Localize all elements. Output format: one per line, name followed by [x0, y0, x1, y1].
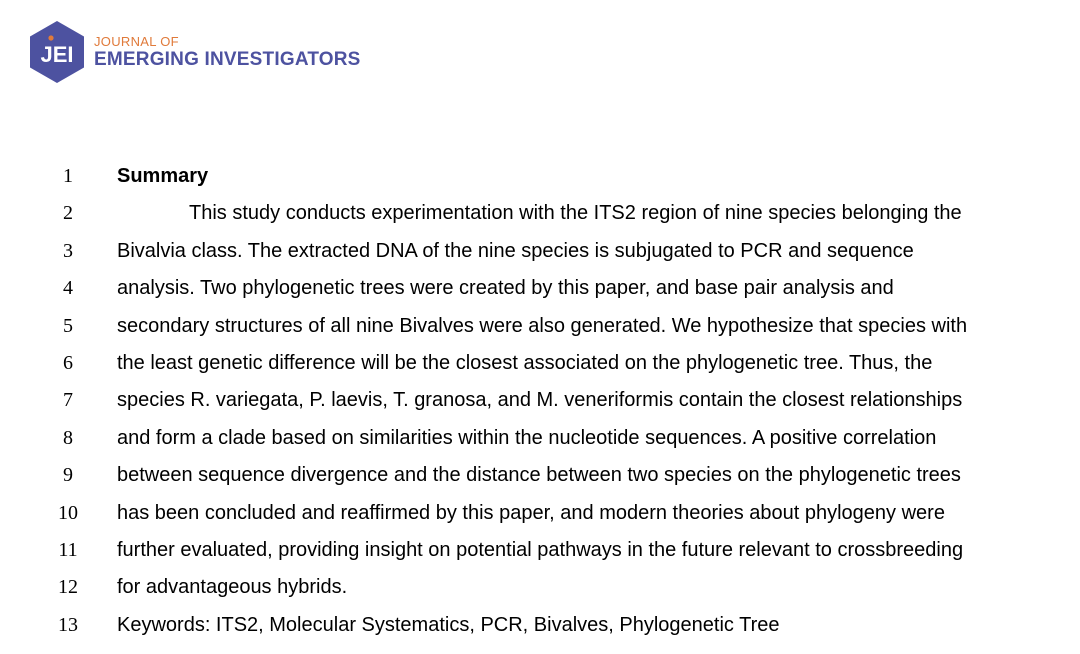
document-line: [0, 308, 1080, 345]
line-number: 11: [58, 538, 78, 561]
document-line: [0, 345, 1080, 382]
document-line: [0, 495, 1080, 532]
line-text: species R. variegata, P. laevis, T. granosa, and M. veneriformis contain the closest relationships: [117, 389, 963, 412]
document-line: [0, 457, 1080, 494]
line-text: analysis. Two phylogenetic trees were created by this paper, and base pair analysis and: [117, 277, 894, 300]
line-number: 6: [63, 351, 73, 374]
section-heading: Summary: [117, 165, 209, 187]
line-number: 8: [63, 426, 73, 449]
line-text: Bivalvia class. The extracted DNA of the nine species is subjugated to PCR and sequence: [117, 239, 914, 262]
line-text: and form a clade based on similarities within the nucleotide sequences. A positive correlation: [117, 426, 937, 449]
line-number: 9: [63, 464, 73, 487]
document-body: [0, 158, 1080, 644]
document-line: [0, 233, 1080, 270]
line-text: secondary structures of all nine Bivalves were also generated. We hypothesize that species with: [117, 314, 968, 337]
document-line: [0, 158, 1080, 195]
document-line: [0, 532, 1080, 569]
line-number: 2: [63, 202, 73, 225]
line-number: 4: [63, 277, 73, 300]
document-line: [0, 569, 1080, 606]
line-number: 5: [63, 314, 73, 337]
line-number: 7: [63, 389, 73, 412]
journal-name: [94, 34, 361, 71]
journal-logo: [28, 20, 361, 84]
line-number: 3: [63, 239, 73, 262]
keywords-line: Keywords: ITS2, Molecular Systematics, PCR, Bivalves, Phylogenetic Tree: [117, 613, 780, 636]
line-number: 12: [58, 576, 78, 599]
line-text: the least genetic difference will be the closest associated on the phylogenetic tree. Thus, the: [117, 351, 933, 374]
line-text: has been concluded and reaffirmed by this paper, and modern theories about phylogeny were: [117, 501, 945, 524]
line-text: This study conducts experimentation with the ITS2 region of nine species belonging the: [189, 202, 962, 225]
line-text: for advantageous hybrids.: [117, 576, 348, 599]
line-text: further evaluated, providing insight on potential pathways in the future relevant to crossbreeding: [117, 538, 964, 561]
document-line: [0, 270, 1080, 307]
document-line: [0, 607, 1080, 644]
document-line: [0, 382, 1080, 419]
document-line: [0, 195, 1080, 232]
jei-hexagon-logo-icon: [28, 20, 86, 84]
line-text: between sequence divergence and the distance between two species on the phylogenetic trees: [117, 464, 961, 487]
line-number: 10: [58, 501, 78, 524]
line-number: 1: [63, 165, 73, 187]
line-number: 13: [58, 613, 78, 636]
svg-text:JEI: JEI: [40, 42, 74, 67]
journal-name-line2: EMERGING INVESTIGATORS: [94, 48, 361, 70]
journal-name-line1: JOURNAL OF: [94, 33, 179, 49]
document-line: [0, 420, 1080, 457]
